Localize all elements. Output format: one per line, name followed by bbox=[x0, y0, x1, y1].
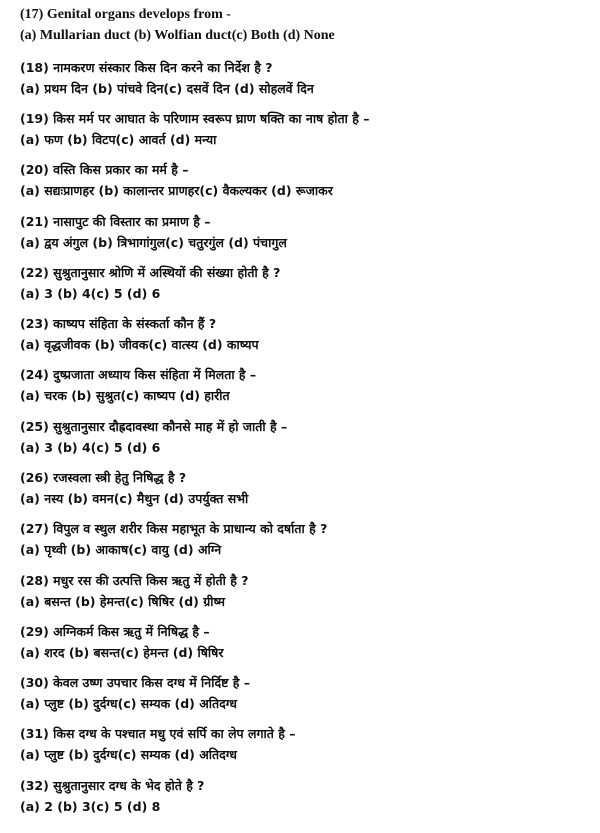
question-text: (25) सुश्रुतानुसार दौह्रदावस्था कौनसे माह में हो जाती है – bbox=[20, 419, 288, 434]
answer-options: (a) नस्य (b) वमन(c) मैथुन (d) उपर्युक्त सभी bbox=[20, 491, 249, 506]
question-text: (27) विपुल व स्थुल शरीर किस महाभूत के प्राधान्य को दर्षाता है ? bbox=[20, 521, 328, 536]
question-block bbox=[20, 518, 590, 560]
answer-options: (a) चरक (b) सुश्रुत(c) काष्यप (d) हारीत bbox=[20, 388, 230, 403]
question-block bbox=[20, 672, 590, 714]
question-block bbox=[20, 416, 590, 458]
answer-options: (a) द्वय अंगुल (b) त्रिभागांगुल(c) चतुरगुंल (d) पंचागुल bbox=[20, 235, 287, 250]
question-block bbox=[20, 467, 590, 509]
question-text: (21) नासापुट की विस्तार का प्रमाण है – bbox=[20, 214, 211, 229]
answer-options: (a) शरद (b) बसन्त(c) हेमन्त (d) षिषिर bbox=[20, 645, 224, 660]
answer-options: (a) फण (b) विटप(c) आवर्त (d) मन्या bbox=[20, 132, 217, 147]
question-text: (31) किस दग्ध के पश्चात मधु एवं सर्पि का लेप लगाते है – bbox=[20, 726, 296, 741]
question-block bbox=[20, 364, 590, 406]
question-block bbox=[20, 570, 590, 612]
question-block bbox=[20, 313, 590, 355]
question-text: (23) काष्यप संहिता के संस्कर्ता कौन हैं ? bbox=[20, 316, 217, 331]
answer-options: (a) 2 (b) 3(c) 5 (d) 8 bbox=[20, 799, 161, 814]
question-text: (29) अग्निकर्म किस ऋतु में निषिद्ध है – bbox=[20, 624, 210, 639]
question-text: (19) किस मर्म पर आघात के परिणाम स्वरूप घ्राण षक्ति का नाष होता है – bbox=[20, 111, 370, 126]
question-block bbox=[20, 775, 590, 817]
question-block bbox=[20, 621, 590, 663]
question-text: (26) रजस्वला स्त्री हेतु निषिद्ध है ? bbox=[20, 470, 187, 485]
question-text: (20) वस्ति किस प्रकार का मर्म है – bbox=[20, 162, 189, 177]
question-text: (32) सुश्रुतानुसार दग्ध के भेद होते है ? bbox=[20, 778, 205, 793]
question-text: (22) सुश्रुतानुसार श्रोणि में अस्थियों की संख्या होती है ? bbox=[20, 265, 281, 280]
question-text: (17) Genital organs develops from - bbox=[20, 7, 231, 22]
question-block bbox=[20, 211, 590, 253]
answer-options: (a) 3 (b) 4(c) 5 (d) 6 bbox=[20, 286, 161, 301]
question-text: (28) मधुर रस की उत्पत्ति किस ऋतु में होती है ? bbox=[20, 573, 249, 588]
answer-options: (a) Mullarian duct (b) Wolfian duct(c) Both (d) None bbox=[20, 28, 335, 43]
answer-options: (a) सद्यःप्राणहर (b) कालान्तर प्राणहर(c) वैकल्यकर (d) रूजाकर bbox=[20, 183, 333, 198]
answer-options: (a) वृद्धजीवक (b) जीवक(c) वात्स्य (d) काष्यप bbox=[20, 337, 259, 352]
answer-options: (a) 3 (b) 4(c) 5 (d) 6 bbox=[20, 440, 161, 455]
question-text: (30) केवल उष्ण उपचार किस दग्ध में निर्दिष्ट है – bbox=[20, 675, 251, 690]
question-block bbox=[20, 108, 590, 150]
question-block bbox=[20, 723, 590, 765]
question-text: (18) नामकरण संस्कार किस दिन करने का निर्देश है ? bbox=[20, 60, 273, 75]
answer-options: (a) प्रथम दिन (b) पांचवे दिन(c) दसवें दिन (d) सोहलवें दिन bbox=[20, 81, 314, 96]
question-block bbox=[20, 57, 590, 99]
answer-options: (a) पृथ्वी (b) आकाष(c) वायु (d) अग्नि bbox=[20, 542, 222, 557]
question-block bbox=[20, 159, 590, 201]
question-text: (24) दुष्प्रजाता अध्याय किस संहिता में मिलता है – bbox=[20, 367, 257, 382]
question-block bbox=[20, 262, 590, 304]
question-block bbox=[20, 4, 590, 46]
answer-options: (a) बसन्त (b) हेमन्त(c) षिषिर (d) ग्रीष्म bbox=[20, 594, 225, 609]
answer-options: (a) प्लुष्ट (b) दुर्दग्ध(c) सम्यक (d) अतिदग्ध bbox=[20, 747, 237, 762]
answer-options: (a) प्लुष्ट (b) दुर्दग्ध(c) सम्यक (d) अतिदग्ध bbox=[20, 696, 237, 711]
